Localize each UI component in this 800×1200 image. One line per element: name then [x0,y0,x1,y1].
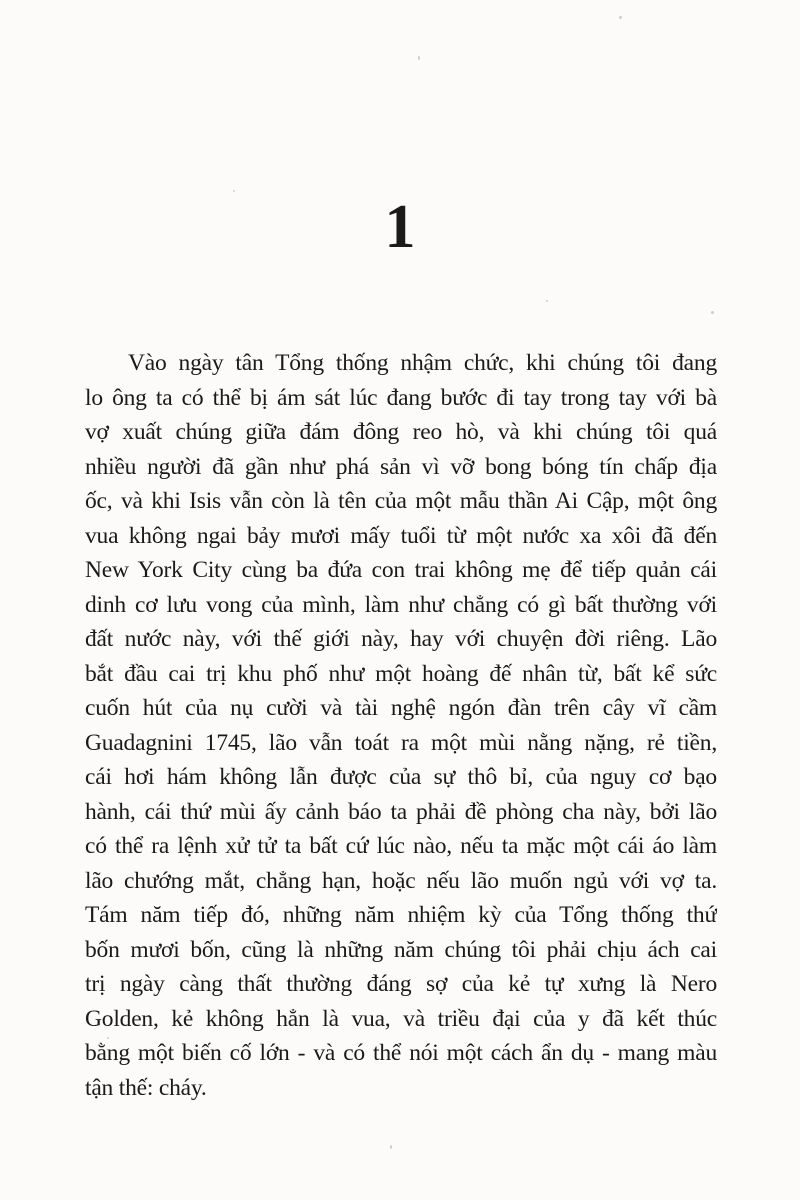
text-line: bốn mươi bốn, cũng là những năm chúng tôi phải chịu ách cai [85,936,717,963]
text-line: có thể ra lệnh xử tử ta bất cứ lúc nào, nếu ta mặc một cái áo làm [85,833,717,859]
text-line: Guadagnini 1745, lão vẫn toát ra một mùi nằng nặng, rẻ tiền, [85,729,717,756]
scan-speckle [546,300,548,302]
text-line: vợ xuất chúng giữa đám đông reo hò, và khi chúng tôi quá [85,419,717,445]
text-line: dinh cơ lưu vong của mình, làm như chẳng có gì bất thường với [85,591,717,618]
scan-speckle [619,16,622,19]
text-line: bằng một biến cố lớn - và có thể nói một cách ẩn dụ - mang màu [85,1040,717,1066]
text-line: lão chướng mắt, chẳng hạn, hoặc nếu lão muốn ngủ với vợ ta. [85,867,717,894]
text-line: Vào ngày tân Tổng thống nhậm chức, khi chúng tôi đang [128,350,717,376]
text-line: nhiều người đã gần như phá sản vì vỡ bong bóng tín chấp địa [85,453,717,480]
text-line: vua không ngai bảy mươi mấy tuổi từ một nước xa xôi đã đến [85,522,717,549]
text-line: trị ngày càng thất thường đáng sợ của kẻ tự xưng là Nero [85,971,717,997]
scan-speckle [711,311,714,314]
scan-speckle [418,56,420,60]
text-line: tận thế: cháy. [85,1074,207,1101]
chapter-number: 1 [384,193,416,261]
scan-speckle [233,190,235,192]
chapter-body-text [85,346,717,1105]
scan-speckle [107,1037,109,1039]
text-line: lo ông ta có thể bị ám sát lúc đang bước đi tay trong tay với bà [85,384,717,411]
text-line: hành, cái thứ mùi ấy cảnh báo ta phải đề phòng cha này, bởi lão [85,798,717,825]
text-line: New York City cùng ba đứa con trai không mẹ để tiếp quản cái [85,557,717,583]
text-line: bắt đầu cai trị khu phố như một hoàng đế nhân từ, bất kể sức [85,660,717,687]
text-line: cuốn hút của nụ cười và tài nghệ ngón đàn trên cây vĩ cầm [85,695,717,721]
text-line: cái hơi hám không lẫn được của sự thô bỉ, của nguy cơ bạo [85,764,717,790]
text-line: ốc, và khi Isis vẫn còn là tên của một mẫu thần Ai Cập, một ông [85,488,717,514]
text-line: Tám năm tiếp đó, những năm nhiệm kỳ của Tổng thống thứ [85,902,717,928]
text-line: Golden, kẻ không hẳn là vua, và triều đại của y đã kết thúc [85,1005,717,1032]
scan-speckle [390,1145,392,1149]
text-line: đất nước này, với thế giới này, hay với chuyện đời riêng. Lão [85,626,717,652]
